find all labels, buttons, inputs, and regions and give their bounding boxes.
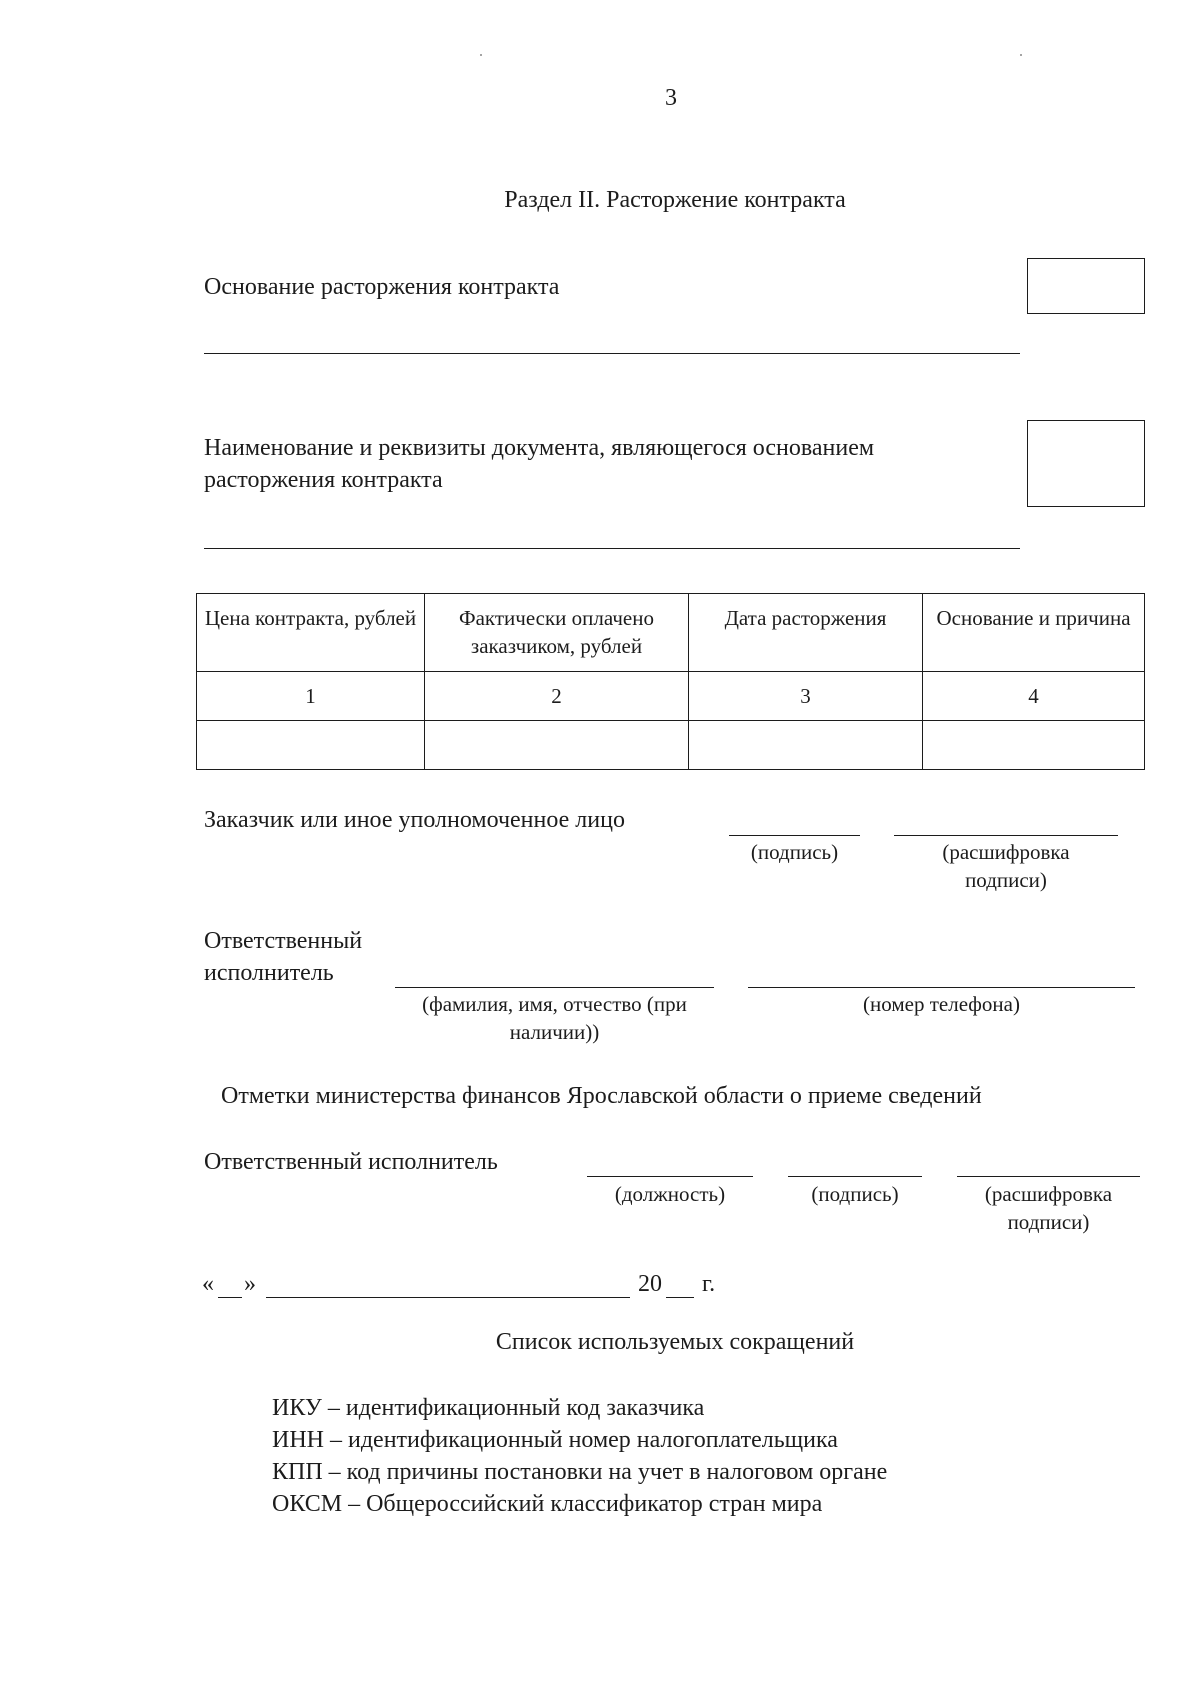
phone-caption: (номер телефона) — [863, 992, 1020, 1016]
column-number: 4 — [923, 672, 1145, 721]
column-number: 3 — [689, 672, 923, 721]
table-number-row — [197, 672, 1145, 721]
date-year-line[interactable] — [666, 1297, 694, 1298]
position-input-line[interactable] — [587, 1176, 753, 1177]
position-caption: (должность) — [614, 1182, 726, 1206]
abbreviation-item: ОКСМ – Общероссийский классификатор стран мира — [272, 1491, 823, 1517]
customer-signature-label: Заказчик или иное уполномоченное лицо — [204, 807, 625, 833]
date-year-prefix: 20 — [638, 1271, 662, 1297]
header-actually-paid: Фактически оплачено заказчиком, рублей — [425, 594, 689, 672]
date-open-quote: « — [202, 1271, 214, 1297]
ministry-signature-caption: (подпись) — [811, 1182, 899, 1206]
date-month-line[interactable] — [266, 1297, 630, 1298]
abbreviations-title: Список используемых сокращений — [495, 1329, 855, 1355]
document-input-line[interactable] — [204, 548, 1020, 549]
abbreviation-item: ИНН – идентификационный номер налогоплательщика — [272, 1427, 838, 1453]
ministry-marks-title: Отметки министерства финансов Ярославской области о приеме сведений — [221, 1083, 982, 1109]
ministry-decode-line[interactable] — [957, 1176, 1140, 1177]
fio-caption-line1: (фамилия, имя, отчество (при — [422, 992, 687, 1016]
phone-input-line[interactable] — [748, 987, 1135, 988]
document-label-line2: расторжения контракта — [204, 467, 443, 493]
table-cell[interactable] — [425, 721, 689, 770]
customer-signature-caption: (подпись) — [750, 840, 839, 864]
basis-label: Основание расторжения контракта — [204, 274, 560, 300]
date-year-suffix: г. — [702, 1271, 716, 1297]
basis-input-line[interactable] — [204, 353, 1020, 354]
customer-signature-line[interactable] — [729, 835, 860, 836]
fio-input-line[interactable] — [395, 987, 714, 988]
customer-decode-caption-line1: (расшифровка — [942, 840, 1070, 864]
column-number: 2 — [425, 672, 689, 721]
page-number: 3 — [665, 85, 677, 111]
ministry-decode-caption-line1: (расшифровка — [984, 1182, 1113, 1206]
responsible-label-line2: исполнитель — [204, 960, 334, 986]
abbreviation-item: КПП – код причины постановки на учет в налоговом органе — [272, 1459, 888, 1485]
table-cell[interactable] — [197, 721, 425, 770]
abbreviation-item: ИКУ – идентификационный код заказчика — [272, 1395, 705, 1421]
customer-decode-caption-line2: подписи) — [965, 868, 1047, 892]
customer-decode-line[interactable] — [894, 835, 1118, 836]
scan-speck — [480, 54, 482, 56]
table-header-row — [197, 594, 1145, 672]
date-day-line[interactable] — [218, 1297, 242, 1298]
section-title: Раздел II. Расторжение контракта — [504, 187, 846, 213]
responsible-label-line1: Ответственный — [204, 928, 363, 954]
table-cell[interactable] — [689, 721, 923, 770]
document-code-box[interactable] — [1027, 420, 1145, 507]
column-number: 1 — [197, 672, 425, 721]
termination-table — [196, 593, 1145, 770]
fio-caption-line2: наличии)) — [509, 1020, 600, 1044]
header-contract-price: Цена контракта, рублей — [197, 594, 425, 672]
document-label-line1: Наименование и реквизиты документа, являющегося основанием — [204, 435, 875, 461]
header-termination-date: Дата расторжения — [689, 594, 923, 672]
table-row — [197, 721, 1145, 770]
basis-code-box[interactable] — [1027, 258, 1145, 314]
header-basis-reason: Основание и причина — [923, 594, 1145, 672]
ministry-responsible-label: Ответственный исполнитель — [204, 1149, 498, 1175]
ministry-decode-caption-line2: подписи) — [1007, 1210, 1090, 1234]
scan-speck — [1020, 54, 1022, 56]
table-cell[interactable] — [923, 721, 1145, 770]
ministry-signature-line[interactable] — [788, 1176, 922, 1177]
date-close-quote: » — [244, 1271, 256, 1297]
